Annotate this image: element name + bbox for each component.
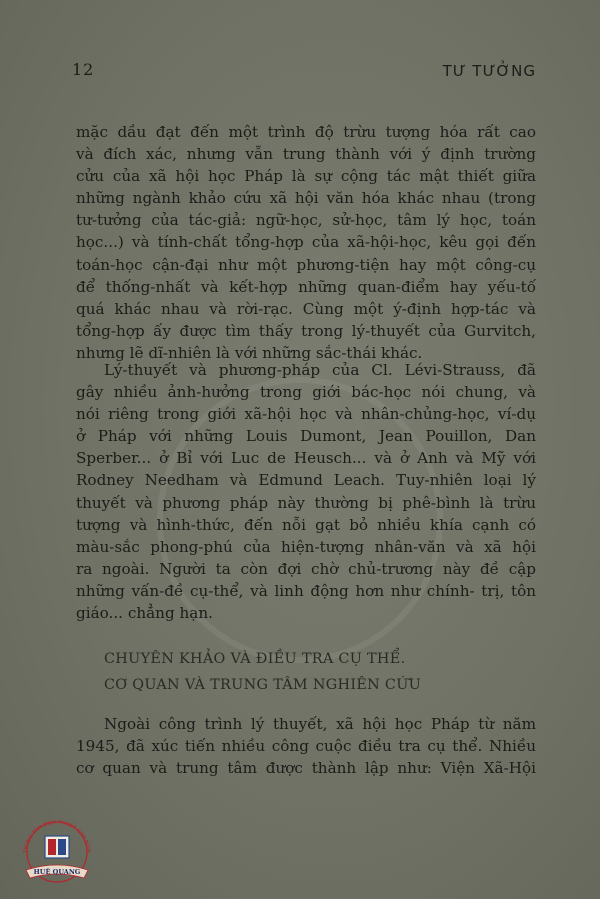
text-line: gây nhiều ảnh-hưởng trong giới bác-học nói chung, và xyxy=(76,383,536,402)
text-line: màu-sắc phong-phú của hiện-tượng nhân-văn và xã hội xyxy=(76,537,536,556)
seal-name: HUỆ QUANG xyxy=(33,868,81,876)
text-line: để thống-nhất và kết-hợp những quan-điểm hay yếu-tố xyxy=(76,277,536,296)
paragraph-3 xyxy=(76,713,536,779)
text-line: những vấn-đề cụ-thể, và linh động hơn như chính- trị, tôn xyxy=(76,581,536,600)
text-line: Ngoài công trình lý thuyết, xã hội học Pháp từ năm xyxy=(104,715,536,733)
paragraph-2 xyxy=(76,359,536,624)
text-line: Sperber... ở Bỉ với Luc de Heusch... và ở Anh và Mỹ với xyxy=(76,449,536,468)
text-line: và đích xác, nhưng vẫn trung thành với ý định trường xyxy=(76,145,536,164)
seal-arc-text: TRUNG TÂM DỊCH THUẬT HÁN NÔM xyxy=(22,819,92,854)
page-header xyxy=(72,60,536,84)
text-line: giáo... chẳng hạn. xyxy=(76,604,213,623)
text-line: cửu của xã hội học Pháp là sự cộng tác mật thiết giữa xyxy=(76,167,536,186)
text-line: Rodney Needham và Edmund Leach. Tuy-nhiên loại lý xyxy=(76,471,536,490)
text-line: những ngành khảo cứu xã hội văn hóa khác nhau (trong xyxy=(76,189,536,208)
text-line: quá khác nhau và rời-rạc. Cùng một ý-định hợp-tác và xyxy=(76,299,536,318)
text-line: Lý-thuyết và phương-pháp của Cl. Lévi-Strauss, đã xyxy=(104,361,536,379)
text-line: ở Pháp với những Louis Dumont, Jean Pouillon, Dan xyxy=(76,427,536,446)
section-heading xyxy=(104,646,421,698)
hue-quang-seal-logo xyxy=(18,814,96,886)
paragraph-1 xyxy=(76,121,536,364)
running-title: TƯ TƯỞNG xyxy=(442,62,536,80)
text-line: toán-học cận-đại như một phương-tiện hay một công-cụ xyxy=(76,255,536,274)
section-heading-line-2: CƠ QUAN VÀ TRUNG TÂM NGHIÊN CỨU xyxy=(104,677,422,693)
text-line: tư-tưởng của tác-giả: ngữ-học, sử-học, tâm lý học, toán xyxy=(76,211,536,230)
text-line: nhưng lẽ dĩ-nhiên là với những sắc-thái khác. xyxy=(76,343,423,362)
page-number: 12 xyxy=(72,60,95,79)
text-line: mặc dầu đạt đến một trình độ trừu tượng hóa rất cao xyxy=(76,123,536,141)
text-line: 1945, đã xúc tiến nhiều công cuộc điều tra cụ thể. Nhiều xyxy=(76,737,536,756)
text-line: tổng-hợp ấy được tìm thấy trong lý-thuyết của Gurvitch, xyxy=(76,321,536,340)
text-line: nói riêng trong giới xã-hội học và nhân-chủng-học, ví-dụ xyxy=(76,405,536,424)
text-line: cơ quan và trung tâm được thành lập như: Viện Xã-Hội xyxy=(76,759,536,778)
text-line: thuyết và phương pháp này thường bị phê-bình là trừu xyxy=(76,493,536,512)
text-line: ra ngoài. Người ta còn đợi chờ chủ-trương này đề cập xyxy=(76,559,536,578)
section-heading-line-1: CHUYÊN KHẢO VÀ ĐIỀU TRA CỤ THỂ. xyxy=(104,651,406,667)
text-line: tượng và hình-thức, đến nỗi gạt bỏ nhiều khía cạnh có xyxy=(76,515,536,534)
text-line: học...) và tính-chất tổng-hợp của xã-hội-học, kêu gọi đến xyxy=(76,233,536,252)
